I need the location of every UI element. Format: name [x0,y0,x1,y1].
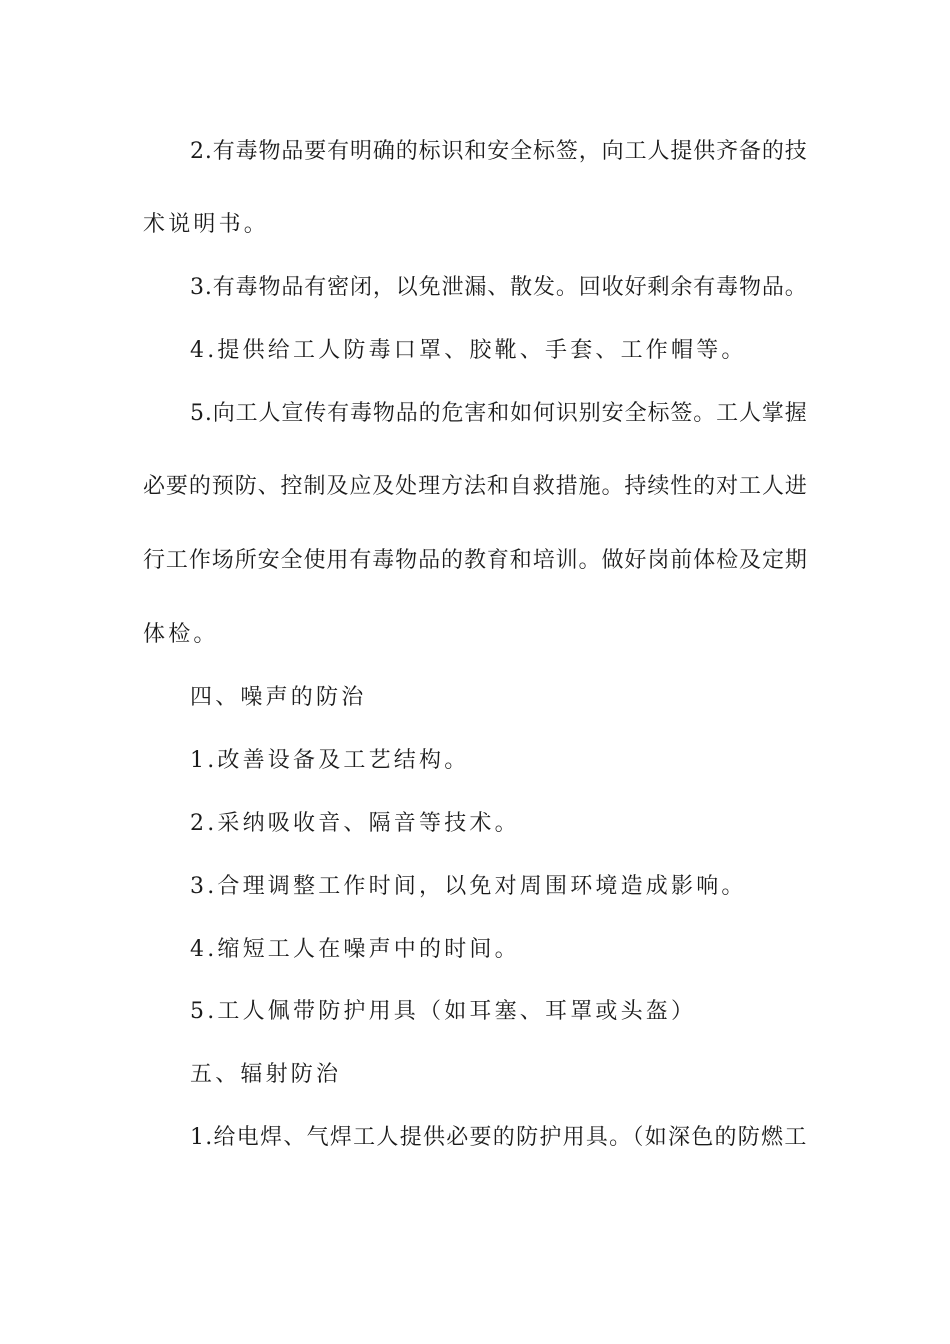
paragraph-line: 体检。 [143,622,219,647]
paragraph-line: 2.有毒物品要有明确的标识和安全标签，向工人提供齐备的技 [190,139,808,164]
list-item: 5.工人佩带防护用具（如耳塞、耳罩或头盔） [190,999,697,1024]
list-item: 1.给电焊、气焊工人提供必要的防护用具。（如深色的防燃工 [190,1125,808,1150]
paragraph-line: 必要的预防、控制及应及处理方法和自救措施。持续性的对工人进 [143,474,808,499]
list-item: 1.改善设备及工艺结构。 [190,748,470,773]
paragraph-line: 3.有毒物品有密闭，以免泄漏、散发。回收好剩余有毒物品。 [190,275,808,300]
list-item: 3.合理调整工作时间，以免对周围环境造成影响。 [190,874,747,899]
paragraph-line: 4.提供给工人防毒口罩、胶靴、手套、工作帽等。 [190,338,747,363]
paragraph-line: 术说明书。 [143,212,270,237]
section-heading: 五、辐射防治 [190,1062,342,1087]
paragraph-line: 行工作场所安全使用有毒物品的教育和培训。做好岗前体检及定期 [143,548,808,573]
list-item: 4.缩短工人在噪声中的时间。 [190,937,520,962]
list-item: 2.采纳吸收音、隔音等技术。 [190,811,520,836]
paragraph-line: 5.向工人宣传有毒物品的危害和如何识别安全标签。工人掌握 [190,401,808,426]
section-heading: 四、噪声的防治 [190,685,367,710]
